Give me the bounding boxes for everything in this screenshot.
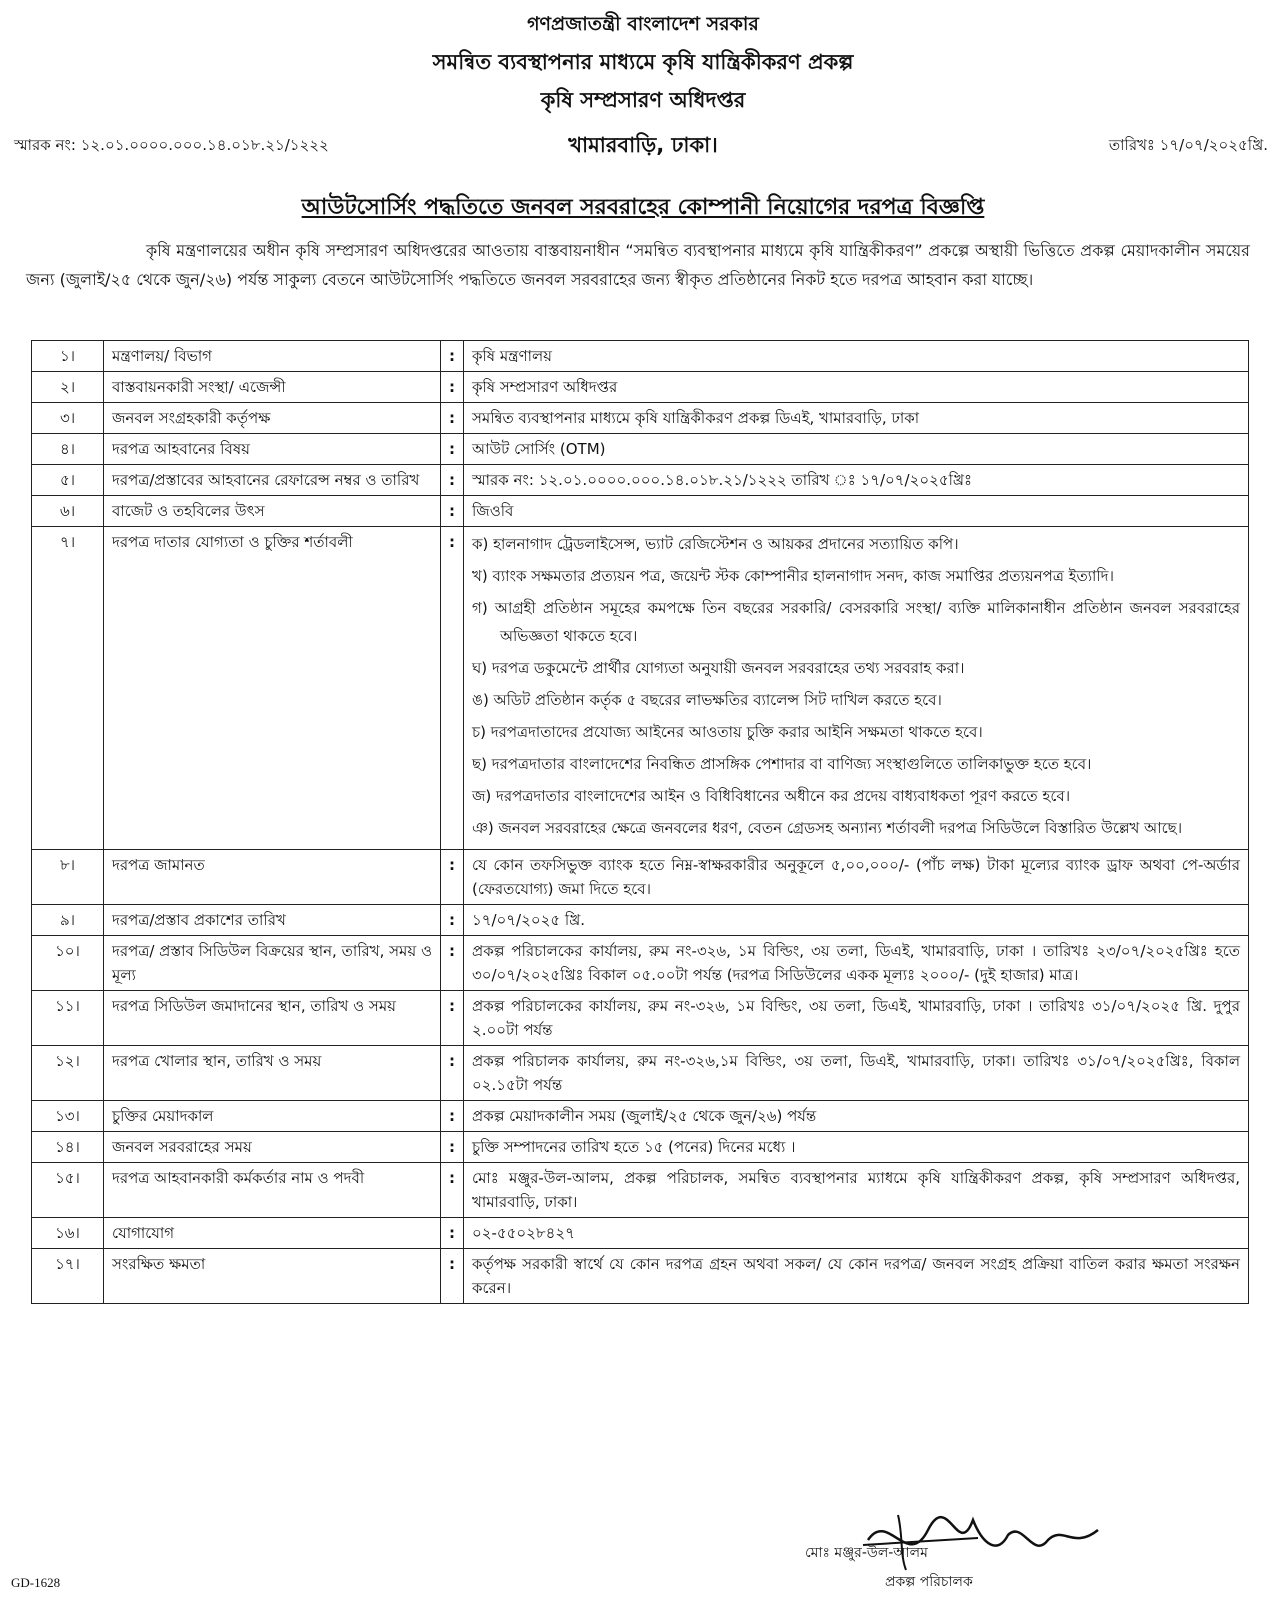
row-colon: : — [441, 527, 464, 850]
row-label: চুক্তির মেয়াদকাল — [104, 1101, 441, 1132]
row-value: কর্তৃপক্ষ সরকারী স্বার্থে যে কোন দরপত্র গ্রহন অথবা সকল/ যে কোন দরপত্র/ জনবল সংগ্রহ প্রক্রিয়া বাতিল করার ক্ষমতা সংরক্ষন করেন। — [464, 1249, 1249, 1304]
table-row — [32, 372, 1249, 403]
row-label: দরপত্র/ প্রস্তাব সিডিউল বিক্রয়ের স্থান, তারিখ, সময় ও মূল্য — [104, 936, 441, 991]
row-value: স্মারক নং: ১২.০১.০০০০.০০০.১৪.০১৮.২১/১২২২ তারিখ ঃ ১৭/০৭/২০২৫খ্রিঃ — [464, 465, 1249, 496]
row-value: কৃষি সম্প্রসারণ অধিদপ্তর — [464, 372, 1249, 403]
notice-title: আউটসোর্সিং পদ্ধতিতে জনবল সরবরাহের কোম্পানী নিয়োগের দরপত্র বিজ্ঞপ্তি — [301, 195, 985, 220]
table-row — [32, 991, 1249, 1046]
condition-item: চ) দরপত্রদাতাদের প্রযোজ্য আইনের আওতায় চুক্তি করার আইনি সক্ষমতা থাকতে হবে। — [472, 723, 983, 741]
row-number: ১১। — [32, 991, 104, 1046]
row-label: দরপত্র সিডিউল জমাদানের স্থান, তারিখ ও সময় — [104, 991, 441, 1046]
row-colon: : — [441, 372, 464, 403]
row-number: ২। — [32, 372, 104, 403]
row-colon: : — [441, 850, 464, 905]
row-number: ১। — [32, 341, 104, 372]
row-number: ৪। — [32, 434, 104, 465]
table-row — [32, 1046, 1249, 1101]
row-number: ৯। — [32, 905, 104, 936]
row-label: সংরক্ষিত ক্ষমতা — [104, 1249, 441, 1304]
row-label: যোগাযোগ — [104, 1218, 441, 1249]
table-row — [32, 1218, 1249, 1249]
row-value: কৃষি মন্ত্রণালয় — [464, 341, 1249, 372]
row-colon: : — [441, 465, 464, 496]
row-value: মোঃ মঞ্জুর-উল-আলম, প্রকল্প পরিচালক, সমন্বিত ব্যবস্থাপনার ম্যাধমে কৃষি যান্ত্রিকীকরণ প্রকল্প, কৃষি সম্প্রসারণ অধিদপ্তর, খামারবাড়ি, ঢাকা। — [464, 1163, 1249, 1218]
signature-scrawl — [858, 1500, 1118, 1580]
row-value: প্রকল্প পরিচালক কার্যালয়, রুম নং-৩২৬,১ম বিল্ডিং, ৩য় তলা, ডিএই, খামারবাড়ি, ঢাকা। তারিখঃ ৩১/০৭/২০২৫খ্রিঃ, বিকাল ০২.১৫টা পর্যন্ত — [464, 1046, 1249, 1101]
row-number: ১৪। — [32, 1132, 104, 1163]
tender-details-body — [32, 341, 1249, 1304]
condition-item: ঘ) দরপত্র ডকুমেন্টে প্রার্থীর যোগ্যতা অনুযায়ী জনবল সরবরাহের তথ্য সরবরাহ করা। — [472, 659, 965, 677]
condition-item: গ) আগ্রহী প্রতিষ্ঠান সমূহের কমপক্ষে তিন বছরের সরকারি/ বেসরকারি সংস্থা/ ব্যক্তি মালিকানাধীন প্রতিষ্ঠান জনবল সরবরাহের অভিজ্ঞতা থাকতে হবে। — [472, 599, 1240, 645]
row-colon: : — [441, 936, 464, 991]
row-label: মন্ত্রণালয়/ বিভাগ — [104, 341, 441, 372]
row-label: বাস্তবায়নকারী সংস্থা/ এজেন্সী — [104, 372, 441, 403]
govt-header: গণপ্রজাতন্ত্রী বাংলাদেশ সরকার — [527, 13, 759, 35]
row-colon: : — [441, 434, 464, 465]
tender-details-table — [31, 340, 1249, 1304]
table-row — [32, 1101, 1249, 1132]
row-colon: : — [441, 1046, 464, 1101]
row-value: প্রকল্প পরিচালকের কার্যালয়, রুম নং-৩২৬, ১ম বিল্ডিং, ৩য় তলা, ডিএই, খামারবাড়ি, ঢাকা । তারিখঃ ৩১/০৭/২০২৫ খ্রি. দুপুর ২.০০টা পর্যন্ত — [464, 991, 1249, 1046]
location-header: খামারবাড়ি, ঢাকা। — [568, 133, 718, 157]
condition-item: জ) দরপত্রদাতার বাংলাদেশের আইন ও বিধিবিধানের অধীনে কর প্রদেয় বাধ্যবাধকতা পূরণ করতে হবে। — [472, 787, 1071, 805]
row-value: আউট সোর্সিং (OTM) — [464, 434, 1249, 465]
row-colon: : — [441, 1218, 464, 1249]
row-number: ৮। — [32, 850, 104, 905]
row-colon: : — [441, 341, 464, 372]
row-colon: : — [441, 496, 464, 527]
row-label: দরপত্র/প্রস্তাবের আহবানের রেফারেন্স নম্বর ও তারিখ — [104, 465, 441, 496]
intro-paragraph: কৃষি মন্ত্রণালয়ের অধীন কৃষি সম্প্রসারণ অধিদপ্তরের আওতায় বাস্তবায়নাধীন “সমন্বিত ব্যবস্থাপনার মাধ্যমে কৃষি যান্ত্রিকীকরণ” প্রকল্পে অস্থায়ী ভিত্তিতে প্রকল্প মেয়াদকালীন সময়ের জন্য (জুলাই/২৫ থেকে জুন/২৬) পর্যন্ত সাকুল্য বেতনে আউটসোর্সিং পদ্ধতিতে জনবল সরবরাহের জন্য স্বীকৃত প্রতিষ্ঠানের নিকট হতে দরপত্র আহবান করা যাচ্ছে। — [26, 241, 1250, 289]
row-number: ৬। — [32, 496, 104, 527]
row-label: বাজেট ও তহবিলের উৎস — [104, 496, 441, 527]
row-label: দরপত্র/প্রস্তাব প্রকাশের তারিখ — [104, 905, 441, 936]
condition-item: ঞ) জনবল সরবরাহের ক্ষেত্রে জনবলের ধরণ, বেতন গ্রেডসহ অন্যান্য শর্তাবলী দরপত্র সিডিউলে বিস্তারিত উল্লেখ আছে। — [472, 819, 1183, 837]
row-value: চুক্তি সম্পাদনের তারিখ হতে ১৫ (পনের) দিনের মধ্যে । — [464, 1132, 1249, 1163]
memo-number: স্মারক নং: ১২.০১.০০০০.০০০.১৪.০১৮.২১/১২২২ — [14, 136, 329, 154]
table-row — [32, 905, 1249, 936]
row-value: সমন্বিত ব্যবস্থাপনার মাধ্যমে কৃষি যান্ত্রিকীকরণ প্রকল্প ডিএই, খামারবাড়ি, ঢাকা — [464, 403, 1249, 434]
row-label: দরপত্র খোলার স্থান, তারিখ ও সময় — [104, 1046, 441, 1101]
department-header: কৃষি সম্প্রসারণ অধিদপ্তর — [540, 88, 746, 112]
row-value: ১৭/০৭/২০২৫ খ্রি. — [464, 905, 1249, 936]
table-row — [32, 1132, 1249, 1163]
row-number: ৭। — [32, 527, 104, 850]
row-colon: : — [441, 991, 464, 1046]
condition-item: ছ) দরপত্রদাতার বাংলাদেশের নিবন্ধিত প্রাসঙ্গিক পেশাদার বা বাণিজ্য সংস্থাগুলিতে তালিকাভুক্ত হতে হবে। — [472, 755, 1092, 773]
table-row — [32, 341, 1249, 372]
row-number: ১৬। — [32, 1218, 104, 1249]
table-row-conditions — [32, 527, 1249, 850]
table-row — [32, 936, 1249, 991]
project-name-header: সমন্বিত ব্যবস্থাপনার মাধ্যমে কৃষি যান্ত্রিকীকরণ প্রকল্প — [432, 50, 854, 74]
row-number: ১২। — [32, 1046, 104, 1101]
row-label: জনবল সংগ্রহকারী কর্তৃপক্ষ — [104, 403, 441, 434]
table-row — [32, 850, 1249, 905]
conditions-list — [464, 527, 1249, 850]
row-colon: : — [441, 403, 464, 434]
row-number: ৩। — [32, 403, 104, 434]
table-row — [32, 1249, 1249, 1304]
condition-item: খ) ব্যাংক সক্ষমতার প্রত্যয়ন পত্র, জয়েন্ট স্টক কোম্পানীর হালনাগাদ সনদ, কাজ সমাপ্তির প্রত্যয়নপত্র ইত্যাদি। — [472, 567, 1114, 585]
row-number: ৫। — [32, 465, 104, 496]
row-number: ১৩। — [32, 1101, 104, 1132]
signatory-name: মোঃ মঞ্জুর-উল-আলম — [805, 1545, 928, 1561]
row-number: ১৭। — [32, 1249, 104, 1304]
row-value: প্রকল্প পরিচালকের কার্যালয়, রুম নং-৩২৬, ১ম বিল্ডিং, ৩য় তলা, ডিএই, খামারবাড়ি, ঢাকা । তারিখঃ ২৩/০৭/২০২৫খ্রিঃ হতে ৩০/০৭/২০২৫খ্রিঃ বিকাল ০৫.০০টা পর্যন্ত (দরপত্র সিডিউলের একক মূল্যঃ ২০০০/- (দুই হাজার) মাত্র। — [464, 936, 1249, 991]
memo-date: তারিখঃ ১৭/০৭/২০২৫খ্রি. — [1108, 136, 1268, 154]
row-label: দরপত্র দাতার যোগ্যতা ও চুক্তির শর্তাবলী — [104, 527, 441, 850]
condition-item: ক) হালনাগাদ ট্রেডলাইসেন্স, ভ্যাট রেজিস্টেশন ও আয়কর প্রদানের সত্যায়িত কপি। — [472, 535, 959, 553]
table-row — [32, 1163, 1249, 1218]
signatory-designation: প্রকল্প পরিচালক — [885, 1574, 973, 1590]
footer-code: GD-1628 — [11, 1575, 61, 1590]
row-label: দরপত্র আহবানের বিষয় — [104, 434, 441, 465]
row-value: জিওবি — [464, 496, 1249, 527]
row-colon: : — [441, 905, 464, 936]
row-label: দরপত্র জামানত — [104, 850, 441, 905]
row-value: যে কোন তফসিভুক্ত ব্যাংক হতে নিম্ন-স্বাক্ষরকারীর অনুকূলে ৫,০০,০০০/- (পাঁচ লক্ষ) টাকা মূল্যের ব্যাংক ড্রাফ অথবা পে-অর্ডার (ফেরতযোগ্য) জমা দিতে হবে। — [464, 850, 1249, 905]
row-colon: : — [441, 1249, 464, 1304]
row-label: দরপত্র আহবানকারী কর্মকর্তার নাম ও পদবী — [104, 1163, 441, 1218]
row-colon: : — [441, 1163, 464, 1218]
row-number: ১০। — [32, 936, 104, 991]
row-colon: : — [441, 1101, 464, 1132]
table-row — [32, 496, 1249, 527]
row-number: ১৫। — [32, 1163, 104, 1218]
row-colon: : — [441, 1132, 464, 1163]
table-row — [32, 465, 1249, 496]
condition-item: ঙ) অডিট প্রতিষ্ঠান কর্তৃক ৫ বছরের লাভক্ষতির ব্যালেন্স সিট দাখিল করতে হবে। — [472, 691, 942, 709]
table-row — [32, 403, 1249, 434]
row-value: প্রকল্প মেয়াদকালীন সময় (জুলাই/২৫ থেকে জুন/২৬) পর্যন্ত — [464, 1101, 1249, 1132]
row-value: ০২-৫৫০২৮৪২৭ — [464, 1218, 1249, 1249]
row-label: জনবল সরবরাহের সময় — [104, 1132, 441, 1163]
table-row — [32, 434, 1249, 465]
